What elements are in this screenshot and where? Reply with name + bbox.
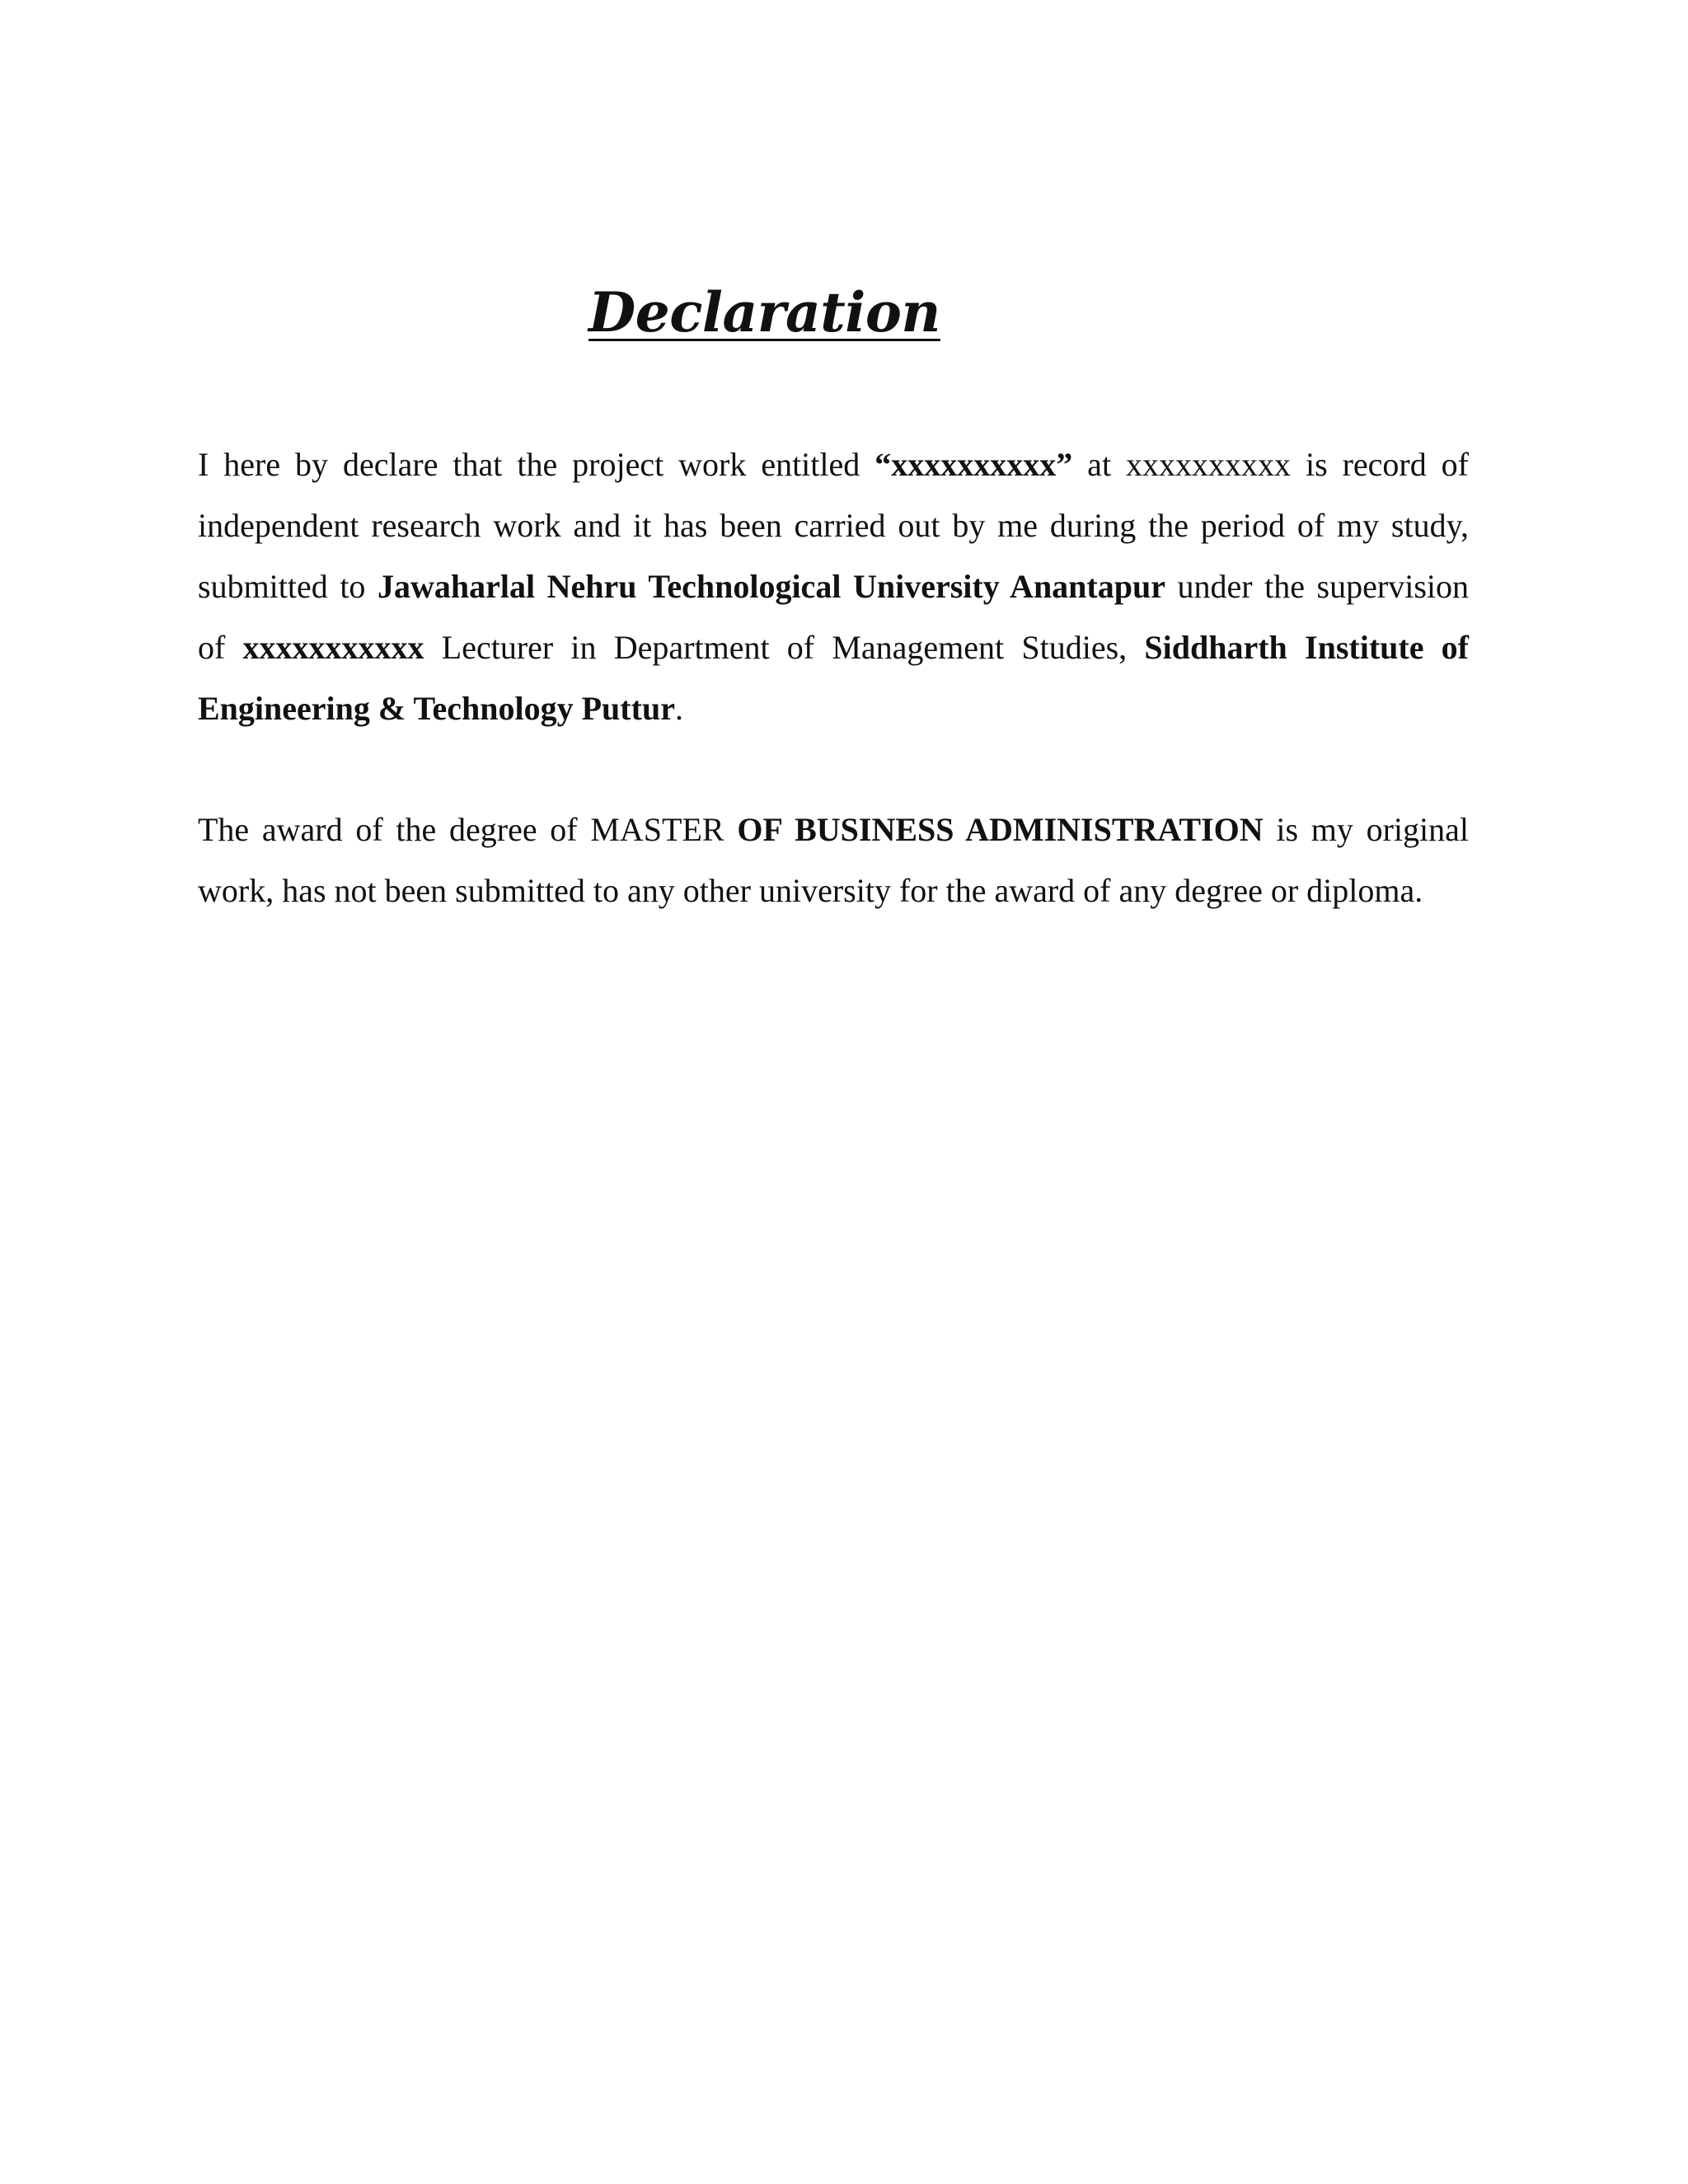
supervisor-name-placeholder: xxxxxxxxxxx bbox=[242, 629, 424, 666]
paragraph-1-text-2: at xxxxxxxxxx is record of independent research work and it has been carried out by me during the period of my study, submitted to bbox=[198, 446, 1470, 605]
paragraph-2-text-1: The award of the degree of MASTER bbox=[198, 811, 738, 848]
paragraph-1-text-1: I here by declare that the project work entitled bbox=[198, 446, 875, 483]
declaration-paragraph-2 bbox=[198, 799, 1469, 921]
university-name: Jawaharlal Nehru Technological University Anantapur bbox=[377, 568, 1165, 605]
institute-name: Siddharth Institute of Engineering & Technology Puttur bbox=[198, 629, 1470, 727]
project-title-placeholder: “xxxxxxxxxx” bbox=[874, 446, 1073, 483]
paragraph-1-text-3: under the supervision of bbox=[198, 568, 1469, 666]
degree-name: OF BUSINESS ADMINISTRATION bbox=[737, 811, 1264, 848]
paragraph-2-text-2: is my original work, has not been submitted to any other university for the award of any degree or diploma. bbox=[198, 811, 1469, 909]
paragraph-1-text-5: . bbox=[674, 690, 683, 727]
paragraph-1-text-4: Lecturer in Department of Management Studies, bbox=[424, 629, 1145, 666]
page-title: Declaration bbox=[588, 280, 940, 344]
declaration-paragraph-1 bbox=[198, 434, 1469, 739]
